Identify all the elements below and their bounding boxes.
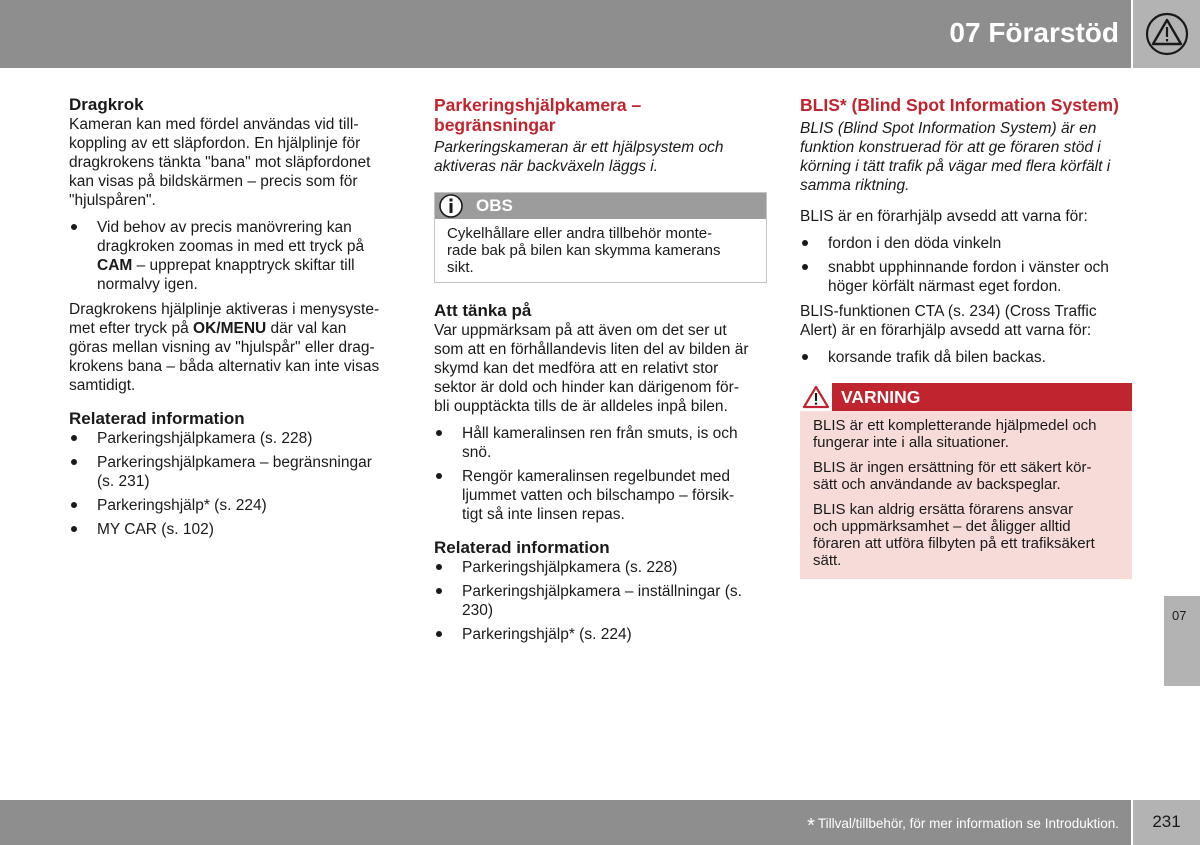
chapter-tab [1164, 596, 1200, 686]
related-link[interactable]: Parkeringshjälpkamera (s. 228) [434, 558, 767, 577]
think-bullet-list [434, 424, 767, 524]
related-link[interactable]: Parkeringshjälpkamera (s. 228) [69, 429, 399, 448]
page-footer [0, 800, 1131, 845]
dragkrok-menu-paragraph: Dragkrokens hjälplinje aktiveras i menysyste- met efter tryck på OK/MENU där val kan göras mellan visning av "hjulspår" eller drag- krokens bana – båda alternativ kan inte visas samtidigt. [69, 301, 380, 394]
footnote [807, 814, 1119, 836]
section-heading-camera-limitations: Parkeringshjälpkamera – begränsningar [434, 95, 642, 135]
camera-intro: Parkeringskameran är ett hjälpsystem och aktiveras när backväxeln läggs i. [434, 139, 724, 175]
related-heading: Relaterad information [69, 409, 245, 428]
chapter-title: 07 Förarstöd [949, 17, 1119, 48]
list-item: korsande trafik då bilen backas. [800, 348, 1132, 367]
footnote-star: * [807, 815, 815, 837]
ok-menu-button-name: OK/MENU [193, 320, 267, 337]
cta-paragraph: BLIS-funktionen CTA (s. 234) (Cross Traffic Alert) är en förarhjälp avsedd att varna för: [800, 303, 1097, 339]
column-camera-limitations [434, 95, 767, 650]
list-item: Håll kameralinsen ren från smuts, is och snö. [434, 424, 767, 462]
related-link[interactable]: Parkeringshjälpkamera – inställningar (s. 230) [434, 582, 767, 620]
dragkrok-paragraph: Kameran kan med fördel användas vid till- koppling av ett släpfordon. En hjälplinje för dragkrokens tänkta "bana" mot släpfordonet kan visas på bildskärmen – precis som för "hjulspåren". [69, 116, 371, 209]
warning-box [800, 383, 1132, 579]
think-heading: Att tänka på [434, 301, 532, 320]
think-paragraph: Var uppmärksam på att även om det ser ut som att en förhållandevis liten del av bilden är skymd kan det medföra att en relativt stor sektor är dold och hinder kan därigenom för- bli oupptäckta tills de är alldeles inpå bilen. [434, 322, 749, 415]
page-number: 231 [1152, 812, 1181, 831]
related-link[interactable]: Parkeringshjälp* (s. 224) [69, 496, 399, 515]
related-link[interactable]: MY CAR (s. 102) [69, 520, 399, 539]
blis-intro: BLIS (Blind Spot Information System) är en funktion konstruerad för att ge föraren stöd i körning i tätt trafik på vägar med flera körfält i samma riktning. [800, 120, 1111, 194]
related-link[interactable]: Parkeringshjälpkamera – begränsningar (s. 231) [69, 453, 399, 491]
column-dragkrok [69, 95, 399, 545]
related-heading: Relaterad information [434, 538, 610, 557]
list-item: fordon i den döda vinkeln [800, 234, 1132, 253]
page-number-box [1133, 800, 1200, 845]
blis-bullet-list [800, 234, 1132, 296]
section-heading-dragkrok: Dragkrok [69, 95, 144, 114]
obs-text: Cykelhållare eller andra tillbehör monte- rade bak på bilen kan skymma kamerans sikt. [447, 225, 721, 276]
list-item: snabbt upphinnande fordon i vänster och höger körfält närmast eget fordon. [800, 258, 1132, 296]
warning-label: VARNING [841, 387, 921, 407]
chapter-icon-box [1133, 0, 1200, 68]
footnote-text: Tillval/tillbehör, för mer information se Introduktion. [817, 816, 1119, 831]
warning-text: BLIS är ett kompletterande hjälpmedel och fungerar inte i alla situationer. BLIS är ingen ersättning för ett säkert kör- sätt och användande av backspeglar. BLIS kan aldrig ersätta förarens ansvar och uppmärksamhet – det åligger alltid föraren att utföra filbyten på ett trafiksäkert sätt. [800, 411, 1132, 579]
column-blis [800, 95, 1132, 579]
warning-header [800, 383, 1132, 411]
chapter-tab-label: 07 [1172, 608, 1187, 623]
cam-button-name: CAM [97, 257, 133, 274]
section-heading-blis: BLIS* (Blind Spot Information System) [800, 95, 1119, 115]
chapter-header [0, 0, 1131, 68]
obs-note-box [434, 192, 767, 283]
related-list [434, 558, 767, 644]
obs-header [435, 193, 766, 219]
list-item: Rengör kameralinsen regelbundet med ljummet vatten och bilschampo – försik- tigt så inte linsen repas. [434, 467, 767, 524]
warning-triangle-icon [802, 385, 830, 409]
dragkrok-bullet-list [69, 218, 399, 294]
related-link[interactable]: Parkeringshjälp* (s. 224) [434, 625, 767, 644]
info-icon [438, 194, 464, 218]
blis-paragraph: BLIS är en förarhjälp avsedd att varna för: [800, 208, 1088, 225]
obs-label: OBS [476, 196, 513, 215]
related-list [69, 429, 399, 539]
warning-triangle-icon [1145, 12, 1189, 56]
cta-bullet-list [800, 348, 1132, 367]
list-item: Vid behov av precis manövrering kan dragkroken zoomas in med ett tryck på CAM – upprepat knapptryck skiftar till normalvy igen. [69, 218, 399, 294]
